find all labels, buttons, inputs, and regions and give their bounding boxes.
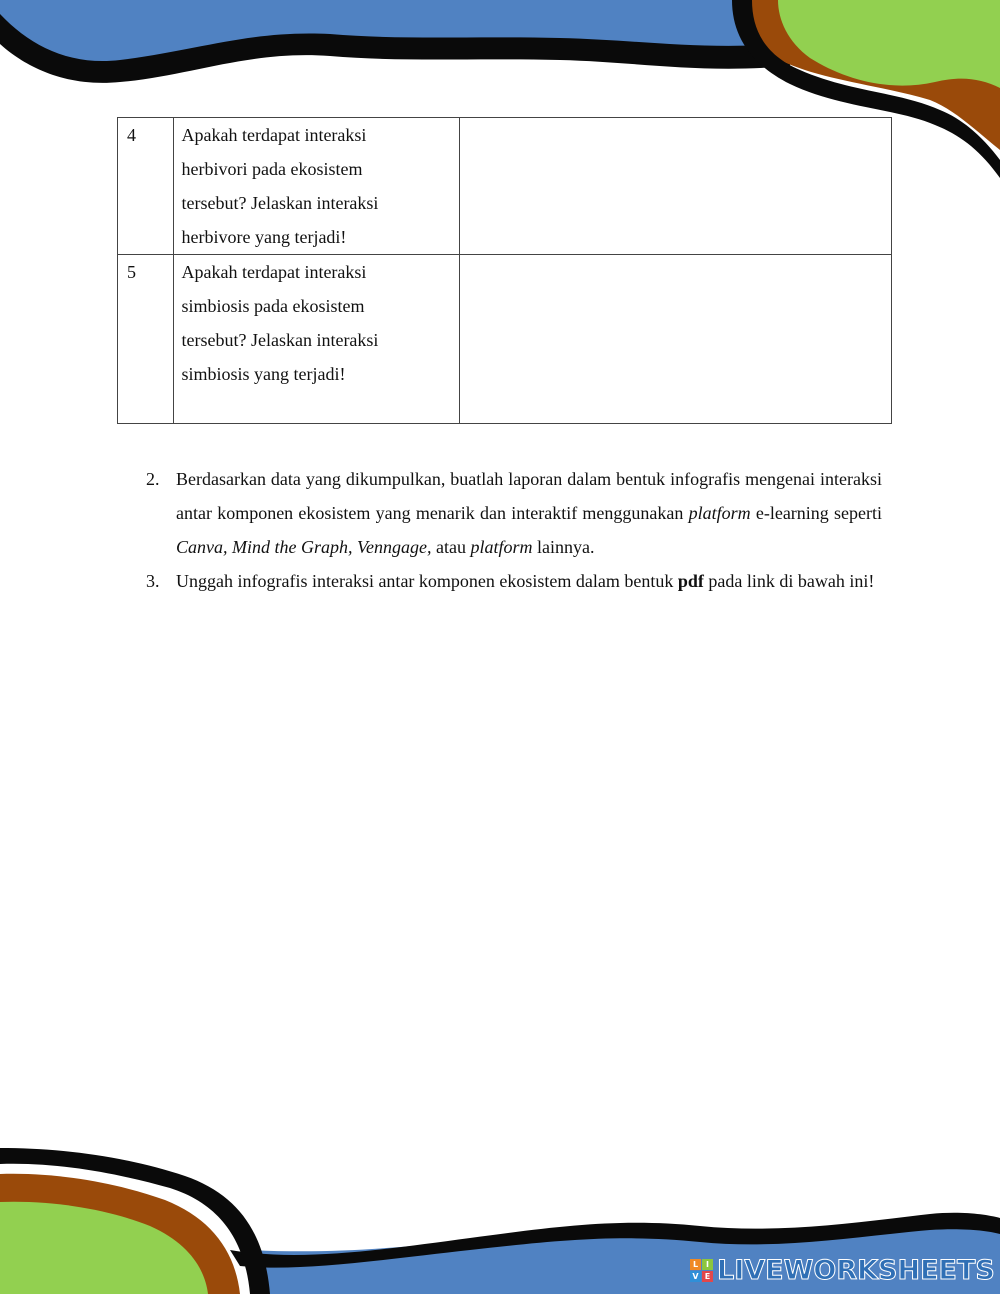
task-list [146, 462, 882, 598]
task-text: atau [431, 537, 471, 557]
answer-cell[interactable] [459, 118, 891, 255]
task-italic-text: platform [470, 537, 533, 557]
question-cell [173, 255, 459, 424]
question-line: herbivore yang terjadi! [181, 227, 347, 247]
task-bold-text: pdf [677, 571, 704, 591]
question-line: simbiosis pada ekosistem [181, 296, 365, 316]
question-line: tersebut? Jelaskan interaksi [181, 330, 379, 350]
task-text: e-learning seperti [750, 503, 882, 523]
question-table [117, 117, 892, 424]
logo-tile: I [702, 1259, 713, 1270]
logo-text: LIVEWORKSHEETS [717, 1254, 995, 1286]
task-text: pada link di bawah ini! [703, 571, 875, 591]
task-italic-text: platform [688, 503, 751, 523]
question-line: tersebut? Jelaskan interaksi [181, 193, 379, 213]
table-row [118, 255, 892, 424]
question-line: simbiosis yang terjadi! [181, 364, 346, 384]
liveworksheets-logo [690, 1253, 995, 1287]
task-italic-text: Canva, Mind the Graph, Venngage, [176, 537, 432, 557]
logo-tiles [690, 1259, 713, 1282]
task-text: lainnya. [532, 537, 595, 557]
answer-cell[interactable] [459, 255, 891, 424]
task-text: Berdasarkan data yang dikumpulkan, buatlah laporan dalam bentuk infografis mengenai interaksi antar komponen ekosistem yang menarik dan interaktif menggunakan [176, 469, 882, 523]
question-line: Apakah terdapat interaksi [181, 262, 367, 282]
logo-tile: L [690, 1259, 701, 1270]
row-number: 5 [118, 255, 174, 424]
task-text: Unggah infografis interaksi antar komponen ekosistem dalam bentuk [176, 571, 678, 591]
question-line: herbivori pada ekosistem [181, 159, 363, 179]
question-cell [173, 118, 459, 255]
row-number: 4 [118, 118, 174, 255]
logo-tile: V [690, 1271, 701, 1282]
table-row [118, 118, 892, 255]
task-item [146, 462, 882, 564]
question-line: Apakah terdapat interaksi [181, 125, 367, 145]
task-number: 2. [146, 469, 160, 489]
task-number: 3. [146, 571, 160, 591]
logo-tile: E [702, 1271, 713, 1282]
task-item [146, 564, 882, 598]
